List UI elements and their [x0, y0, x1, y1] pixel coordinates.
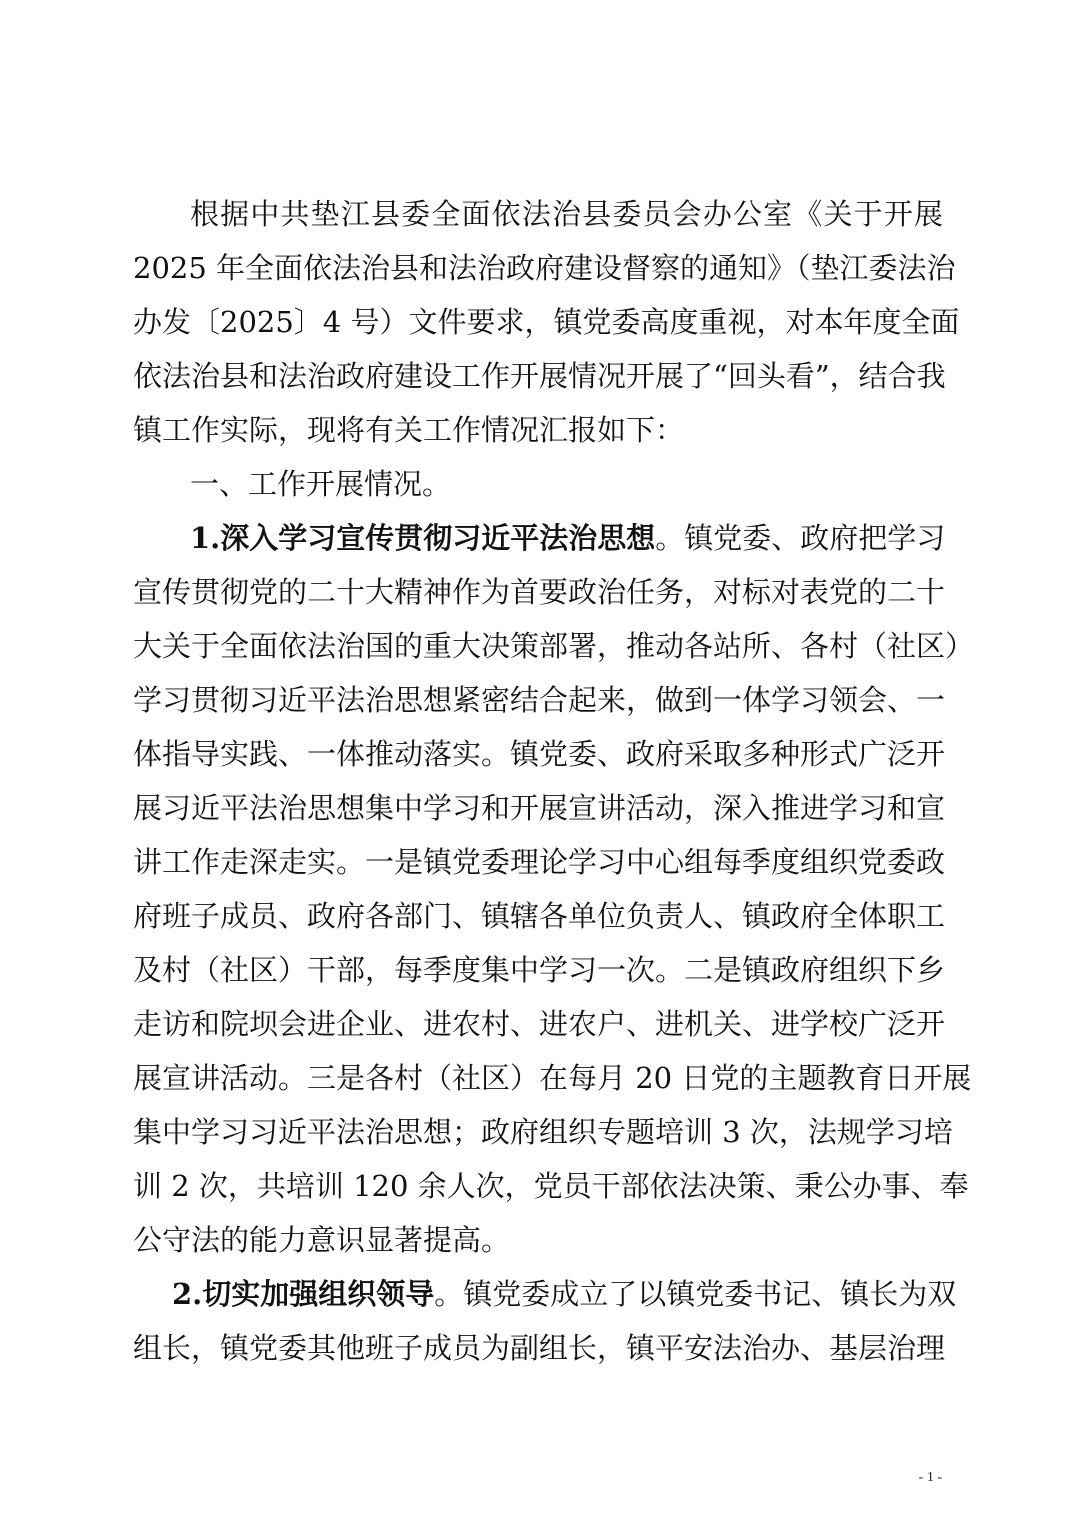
paragraph-line: 根据中共垫江县委全面依法治县委员会办公室《关于开展 — [190, 197, 943, 231]
paragraph-line: 展习近平法治思想集中学习和开展宣讲活动，深入推进学习和宣 — [133, 791, 946, 825]
paragraph-line: 依法治县和法治政府建设工作开展情况开展了“回头看”，结合我 — [133, 359, 946, 393]
paragraph-line: 走访和院坝会进企业、进农村、进农户、进机关、进学校广泛开 — [133, 1007, 946, 1041]
paragraph-line — [190, 516, 946, 560]
paragraph-line: 大关于全面依法治国的重大决策部署，推动各站所、各村（社区） — [133, 629, 975, 663]
paragraph-text: 。镇党委、政府把学习 — [655, 521, 946, 555]
paragraph-line: 2025 年全面依法治县和法治政府建设督察的通知》（垫江委法治 — [133, 251, 956, 285]
paragraph-line: 集中学习习近平法治思想；政府组织专题培训 3 次，法规学习培 — [133, 1115, 953, 1149]
paragraph-line: 训 2 次，共培训 120 余人次，党员干部依法决策、秉公办事、奉 — [133, 1169, 969, 1203]
paragraph-line — [172, 1272, 957, 1316]
paragraph-line: 讲工作走深走实。一是镇党委理论学习中心组每季度组织党委政 — [133, 845, 946, 879]
paragraph-line: 体指导实践、一体推动落实。镇党委、政府采取多种形式广泛开 — [133, 737, 946, 771]
paragraph-line: 组长，镇党委其他班子成员为副组长，镇平安法治办、基层治理 — [133, 1331, 946, 1365]
paragraph-line: 办发〔2025〕4 号）文件要求，镇党委高度重视，对本年度全面 — [133, 305, 960, 339]
paragraph-line: 及村（社区）干部，每季度集中学习一次。二是镇政府组织下乡 — [133, 953, 946, 987]
paragraph-line: 学习贯彻习近平法治思想紧密结合起来，做到一体学习领会、一 — [133, 683, 946, 717]
paragraph-line: 府班子成员、政府各部门、镇辖各单位负责人、镇政府全体职工 — [133, 899, 946, 933]
section-heading: 一、工作开展情况。 — [190, 467, 452, 501]
paragraph-line: 宣传贯彻党的二十大精神作为首要政治任务，对标对表党的二十 — [133, 575, 946, 609]
subsection-title: 1.深入学习宣传贯彻习近平法治思想 — [190, 521, 656, 555]
paragraph-line: 镇工作实际，现将有关工作情况汇报如下： — [133, 413, 685, 447]
subsection-title: 2.切实加强组织领导 — [172, 1277, 435, 1311]
page-number: - 1 - — [918, 1470, 942, 1485]
paragraph-text: 。镇党委成立了以镇党委书记、镇长为双 — [434, 1277, 957, 1311]
paragraph-line: 公守法的能力意识显著提高。 — [133, 1223, 511, 1257]
paragraph-line: 展宣讲活动。三是各村（社区）在每月 20 日党的主题教育日开展 — [133, 1061, 972, 1095]
